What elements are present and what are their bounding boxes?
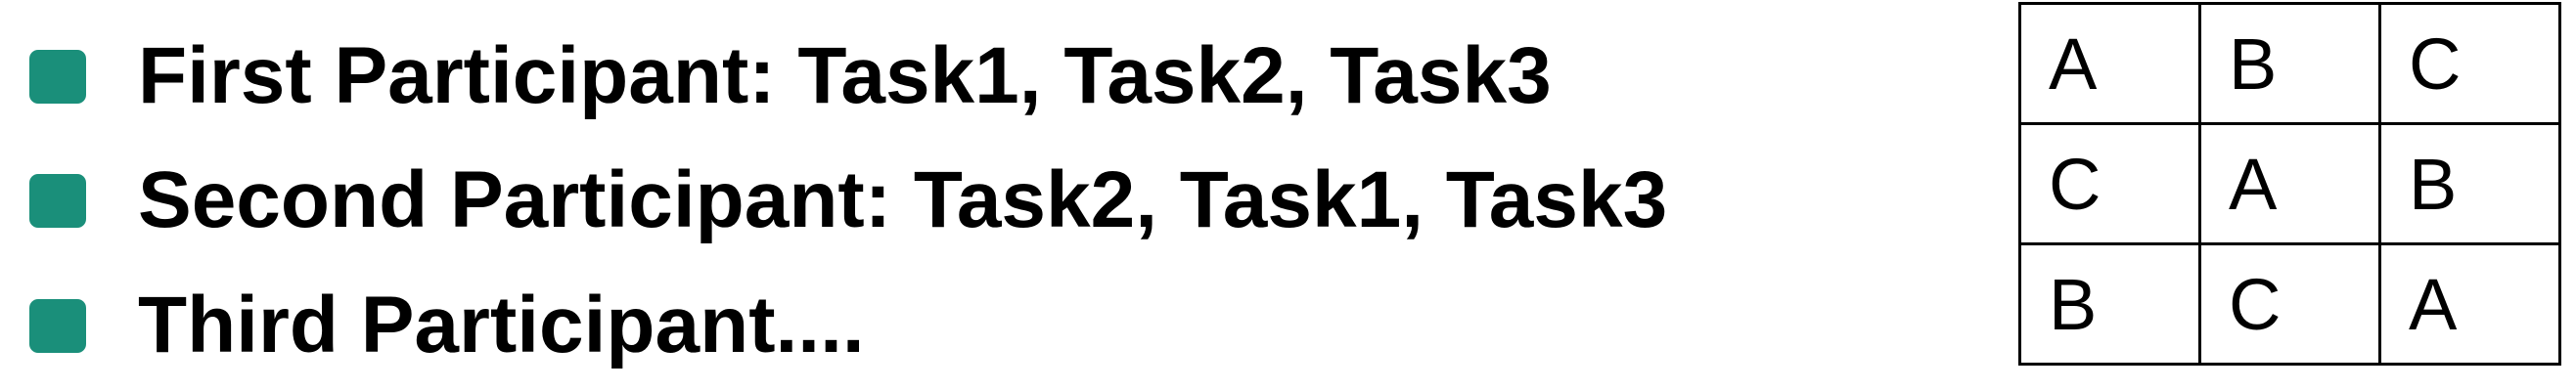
table-cell: C bbox=[2200, 244, 2380, 365]
table-cell: A bbox=[2380, 244, 2560, 365]
table-row bbox=[2020, 244, 2560, 365]
rounded-square-bullet-icon bbox=[29, 50, 86, 104]
table-cell: B bbox=[2200, 4, 2380, 124]
rounded-square-bullet-icon bbox=[29, 174, 86, 228]
table-cell: B bbox=[2020, 244, 2200, 365]
list-item bbox=[29, 152, 1667, 249]
table-cell: C bbox=[2020, 124, 2200, 244]
list-item-text: First Participant: Task1, Task2, Task3 bbox=[138, 31, 1552, 120]
participant-order-list bbox=[29, 0, 1966, 391]
list-item bbox=[29, 277, 865, 374]
table-cell: C bbox=[2380, 4, 2560, 124]
table-cell: A bbox=[2020, 4, 2200, 124]
table-cell: B bbox=[2380, 124, 2560, 244]
table-row bbox=[2020, 124, 2560, 244]
rounded-square-bullet-icon bbox=[29, 299, 86, 353]
table-cell: A bbox=[2200, 124, 2380, 244]
latin-square-table bbox=[2018, 2, 2561, 366]
table-row bbox=[2020, 4, 2560, 124]
list-item-text: Second Participant: Task2, Task1, Task3 bbox=[138, 155, 1668, 244]
list-item-text: Third Participant.... bbox=[138, 281, 865, 369]
list-item bbox=[29, 27, 1552, 125]
